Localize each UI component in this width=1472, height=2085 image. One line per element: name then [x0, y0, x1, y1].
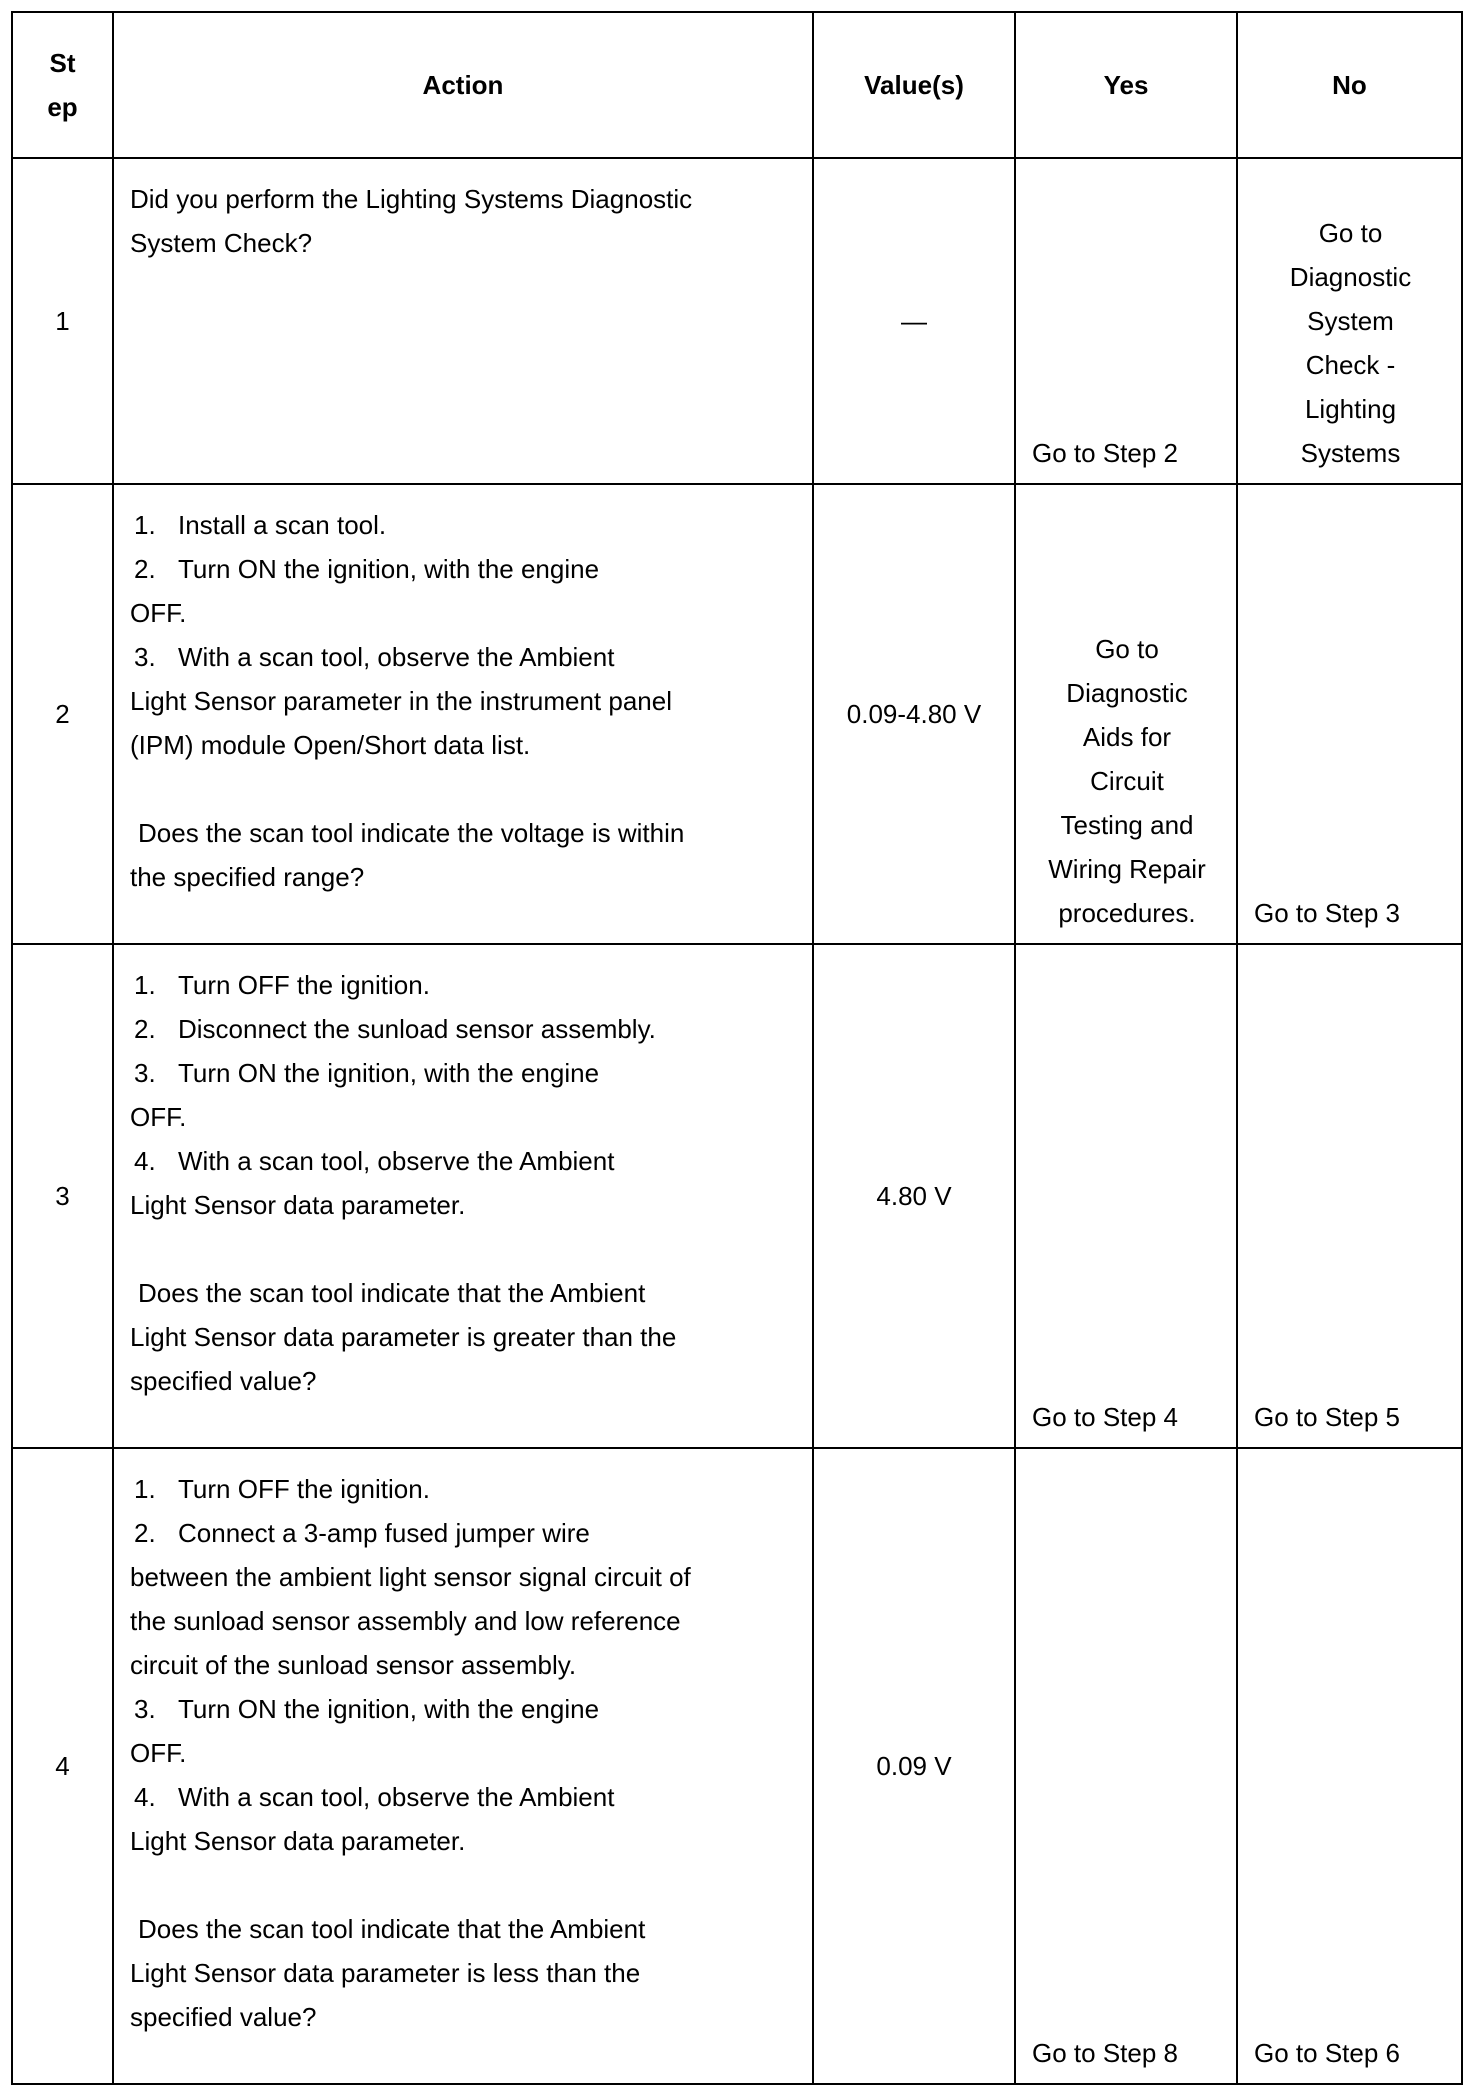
no-link-step-5: Go to Step 5 — [1254, 1402, 1400, 1432]
item-continuation: between the ambient light sensor signal circuit of — [130, 1562, 691, 1592]
action-line: Did you perform the Lighting Systems Diagnostic — [130, 184, 693, 214]
action-item — [130, 1007, 794, 1051]
action-item — [130, 1687, 794, 1731]
no-link-step-3: Go to Step 3 — [1254, 898, 1400, 928]
item-number: 1. — [134, 510, 156, 540]
yes-cell — [1015, 484, 1237, 944]
yes-link-step-8: Go to Step 8 — [1032, 2038, 1178, 2068]
yes-line: Go to — [1095, 634, 1159, 664]
question-line: Light Sensor data parameter is greater than the — [130, 1322, 677, 1352]
action-item — [130, 1511, 794, 1555]
item-continuation: OFF. — [130, 598, 187, 628]
item-text: Turn OFF the ignition. — [178, 1474, 430, 1504]
item-number: 2. — [134, 554, 156, 584]
value-cell: — — [813, 158, 1015, 484]
item-text: With a scan tool, observe the Ambient — [178, 1782, 615, 1812]
header-step-part: St — [49, 48, 76, 78]
header-action: Action — [113, 12, 813, 158]
value-cell: 4.80 V — [813, 944, 1015, 1448]
yes-cell — [1015, 158, 1237, 484]
question-line: the specified range? — [130, 862, 365, 892]
item-continuation: circuit of the sunload sensor assembly. — [130, 1650, 577, 1680]
item-continuation: (IPM) module Open/Short data list. — [130, 730, 531, 760]
no-cell — [1237, 158, 1462, 484]
header-yes: Yes — [1015, 12, 1237, 158]
item-continuation: Light Sensor data parameter. — [130, 1826, 466, 1856]
item-number: 2. — [134, 1014, 156, 1044]
value-cell: 0.09 V — [813, 1448, 1015, 2084]
item-continuation: OFF. — [130, 1738, 187, 1768]
no-line: Diagnostic — [1289, 262, 1412, 292]
action-line: System Check? — [130, 228, 313, 258]
no-line: Systems — [1300, 438, 1401, 468]
yes-line: procedures. — [1058, 898, 1196, 928]
question-line: specified value? — [130, 1366, 317, 1396]
yes-line: Diagnostic — [1066, 678, 1188, 708]
step-number: 1 — [12, 158, 113, 484]
header-step-part: ep — [47, 92, 78, 122]
item-continuation: Light Sensor data parameter. — [130, 1190, 466, 1220]
table-header-row — [12, 12, 1462, 158]
question-line: Does the scan tool indicate the voltage is within — [138, 818, 685, 848]
action-item — [130, 1775, 794, 1819]
item-number: 4. — [134, 1782, 156, 1812]
item-text: With a scan tool, observe the Ambient — [178, 1146, 615, 1176]
question-line: Does the scan tool indicate that the Ambient — [138, 1278, 646, 1308]
step-number: 3 — [12, 944, 113, 1448]
no-link-step-6: Go to Step 6 — [1254, 2038, 1400, 2068]
item-number: 2. — [134, 1518, 156, 1548]
no-line: System — [1307, 306, 1394, 336]
item-number: 3. — [134, 642, 156, 672]
item-text: Install a scan tool. — [178, 510, 387, 540]
action-cell — [113, 484, 813, 944]
paragraph-gap — [130, 1227, 794, 1271]
no-line: Check - — [1305, 350, 1396, 380]
yes-line: Circuit — [1090, 766, 1164, 796]
item-text: Turn ON the ignition, with the engine — [178, 1058, 600, 1088]
yes-link-step-4: Go to Step 4 — [1032, 1402, 1178, 1432]
item-text: Turn OFF the ignition. — [178, 970, 430, 1000]
yes-line: Testing and — [1060, 810, 1194, 840]
item-number: 4. — [134, 1146, 156, 1176]
action-item — [130, 1139, 794, 1183]
action-cell — [113, 1448, 813, 2084]
item-number: 1. — [134, 1474, 156, 1504]
yes-cell — [1015, 944, 1237, 1448]
table-row-step-2 — [12, 484, 1462, 944]
item-continuation: Light Sensor parameter in the instrument panel — [130, 686, 672, 716]
yes-link-step-2: Go to Step 2 — [1032, 438, 1178, 468]
paragraph-gap — [130, 767, 794, 811]
no-line: Go to — [1318, 218, 1383, 248]
action-item — [130, 1051, 794, 1095]
item-number: 3. — [134, 1058, 156, 1088]
question-line: specified value? — [130, 2002, 317, 2032]
action-cell — [113, 944, 813, 1448]
no-cell — [1237, 944, 1462, 1448]
question-line: Does the scan tool indicate that the Ambient — [138, 1914, 646, 1944]
action-item — [130, 1467, 794, 1511]
table-row-step-1 — [12, 158, 1462, 484]
item-continuation: OFF. — [130, 1102, 187, 1132]
no-cell — [1237, 1448, 1462, 2084]
header-step — [12, 12, 113, 158]
item-text: With a scan tool, observe the Ambient — [178, 642, 615, 672]
yes-cell — [1015, 1448, 1237, 2084]
item-text: Connect a 3-amp fused jumper wire — [178, 1518, 590, 1548]
table-row-step-4 — [12, 1448, 1462, 2084]
header-values: Value(s) — [813, 12, 1015, 158]
item-text: Turn ON the ignition, with the engine — [178, 1694, 600, 1724]
table-row-step-3 — [12, 944, 1462, 1448]
value-cell: 0.09-4.80 V — [813, 484, 1015, 944]
action-cell — [113, 158, 813, 484]
yes-line: Wiring Repair — [1048, 854, 1206, 884]
item-number: 1. — [134, 970, 156, 1000]
step-number: 2 — [12, 484, 113, 944]
item-text: Turn ON the ignition, with the engine — [178, 554, 600, 584]
action-item — [130, 963, 794, 1007]
question-line: Light Sensor data parameter is less than the — [130, 1958, 641, 1988]
no-line: Lighting — [1304, 394, 1397, 424]
paragraph-gap — [130, 1863, 794, 1907]
header-no: No — [1237, 12, 1462, 158]
action-item — [130, 635, 794, 679]
action-item — [130, 547, 794, 591]
no-cell — [1237, 484, 1462, 944]
item-continuation: the sunload sensor assembly and low reference — [130, 1606, 681, 1636]
item-text: Disconnect the sunload sensor assembly. — [178, 1014, 656, 1044]
diagnostic-table — [11, 11, 1463, 2085]
step-number: 4 — [12, 1448, 113, 2084]
item-number: 3. — [134, 1694, 156, 1724]
action-item — [130, 503, 794, 547]
yes-line: Aids for — [1082, 722, 1172, 752]
